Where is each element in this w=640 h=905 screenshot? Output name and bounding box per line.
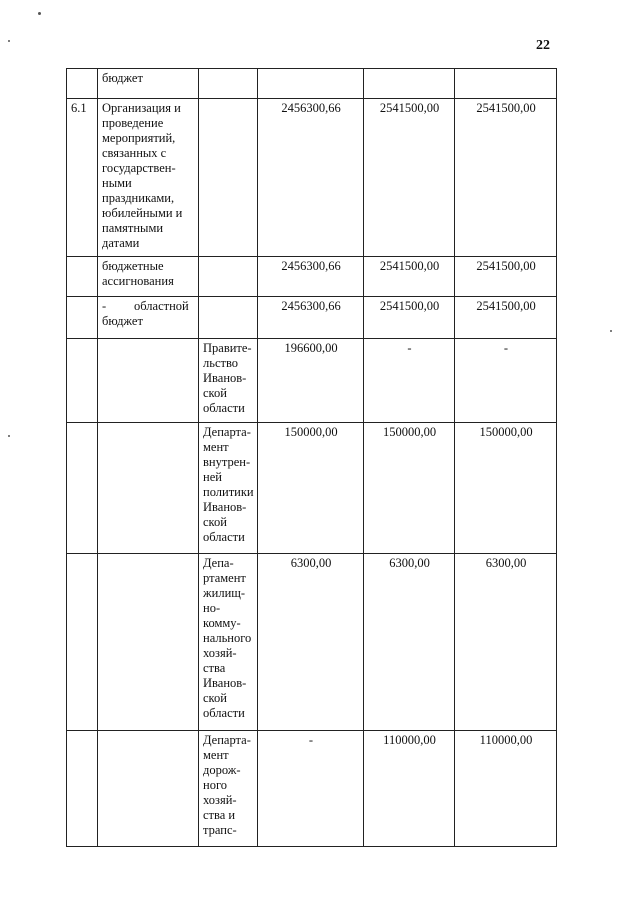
cell-year3: 110000,00 — [455, 731, 557, 847]
cell-executor — [199, 69, 258, 99]
cell-year3: 6300,00 — [455, 554, 557, 731]
cell-year2: 110000,00 — [364, 731, 455, 847]
table-row — [67, 99, 557, 257]
cell-executor — [199, 99, 258, 257]
table-row — [67, 257, 557, 297]
cell-number — [67, 297, 98, 339]
cell-executor: Департа-мент дорож-ного хозяй-ства и трапс- — [199, 731, 258, 847]
page-number: 22 — [536, 38, 550, 53]
cell-year1: 2456300,66 — [258, 257, 364, 297]
cell-executor — [199, 297, 258, 339]
cell-year2: 2541500,00 — [364, 99, 455, 257]
cell-number — [67, 69, 98, 99]
cell-name: Организация и проведение мероприятий, связанных с государствен-ными праздниками, юбилейными и памятными датами — [98, 99, 199, 257]
table-row — [67, 554, 557, 731]
table-row — [67, 339, 557, 423]
cell-executor — [199, 257, 258, 297]
budget-table — [66, 68, 557, 847]
table-row — [67, 423, 557, 554]
cell-year1 — [258, 69, 364, 99]
cell-year2: - — [364, 339, 455, 423]
table-row — [67, 297, 557, 339]
cell-number — [67, 731, 98, 847]
cell-number — [67, 423, 98, 554]
cell-year2: 150000,00 — [364, 423, 455, 554]
scan-speck — [8, 40, 10, 42]
scan-speck — [38, 12, 41, 15]
cell-number — [67, 554, 98, 731]
cell-name-text: областной бюджет — [102, 299, 189, 328]
scan-speck — [8, 435, 10, 437]
cell-year1: 2456300,66 — [258, 297, 364, 339]
cell-year1: 2456300,66 — [258, 99, 364, 257]
cell-executor: Правите-льство Иванов-ской области — [199, 339, 258, 423]
cell-year2: 2541500,00 — [364, 257, 455, 297]
cell-number — [67, 339, 98, 423]
cell-name — [98, 297, 199, 339]
cell-name: бюджет — [98, 69, 199, 99]
cell-year1: 196600,00 — [258, 339, 364, 423]
cell-name — [98, 554, 199, 731]
cell-year2: 2541500,00 — [364, 297, 455, 339]
scan-speck — [610, 330, 612, 332]
cell-year1: - — [258, 731, 364, 847]
cell-number — [67, 257, 98, 297]
cell-year3 — [455, 69, 557, 99]
cell-year3: 2541500,00 — [455, 257, 557, 297]
cell-year2: 6300,00 — [364, 554, 455, 731]
cell-year3: 2541500,00 — [455, 297, 557, 339]
cell-year3: - — [455, 339, 557, 423]
cell-name — [98, 731, 199, 847]
cell-year3: 2541500,00 — [455, 99, 557, 257]
cell-executor: Департа-мент внутрен-ней политики Иванов-ской области — [199, 423, 258, 554]
table-row — [67, 69, 557, 99]
table-row — [67, 731, 557, 847]
cell-executor: Депа-ртамент жилищ-но-комму-нального хозяй-ства Иванов-ской области — [199, 554, 258, 731]
cell-year3: 150000,00 — [455, 423, 557, 554]
cell-name — [98, 423, 199, 554]
cell-year2 — [364, 69, 455, 99]
cell-year1: 6300,00 — [258, 554, 364, 731]
cell-name: бюджетные ассигнования — [98, 257, 199, 297]
cell-name-dash: - — [102, 299, 107, 313]
cell-name — [98, 339, 199, 423]
cell-year1: 150000,00 — [258, 423, 364, 554]
cell-number: 6.1 — [67, 99, 98, 257]
